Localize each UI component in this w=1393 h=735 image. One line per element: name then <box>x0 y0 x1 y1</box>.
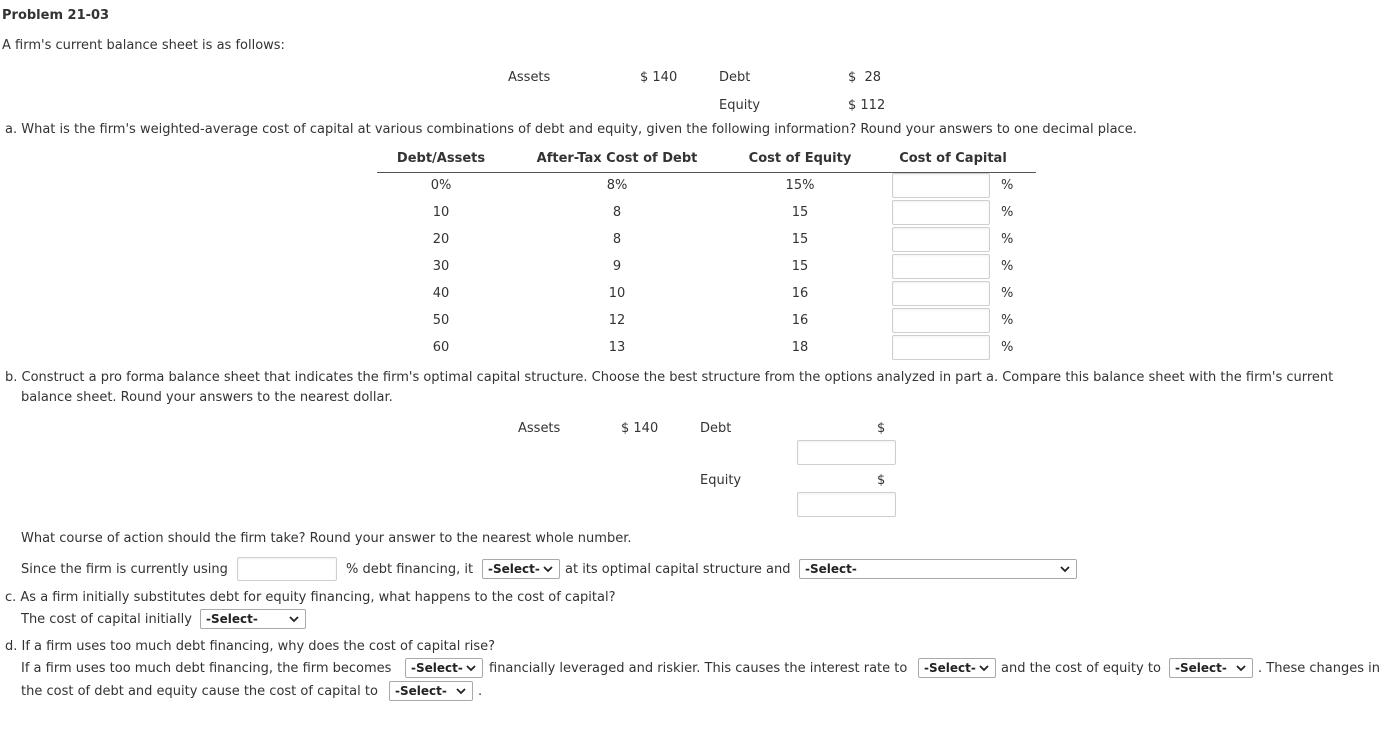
part-c-question: c. As a firm initially substitutes debt for equity financing, what happens to the cost of capital? <box>5 590 616 605</box>
cell-after-tax-cost-debt: 12 <box>608 313 626 328</box>
cell-debt-assets: 60 <box>432 340 450 355</box>
current-equity-label: Equity <box>719 98 761 113</box>
chevron-down-icon <box>543 565 553 573</box>
part-d-line1-a: If a firm uses too much debt financing, the firm becomes <box>21 661 392 676</box>
cost-of-capital-input[interactable] <box>892 281 990 306</box>
part-d-line1-b: financially leveraged and riskier. This causes the interest rate to <box>489 661 908 676</box>
cell-cost-of-equity: 16 <box>791 313 809 328</box>
current-assets-label: Assets <box>508 70 551 85</box>
cost-of-capital-input[interactable] <box>892 335 990 360</box>
cost-capital-initially-select[interactable] <box>200 609 306 629</box>
cell-cost-of-equity: 16 <box>791 286 809 301</box>
chevron-down-icon <box>456 687 466 695</box>
course-of-action-question: What course of action should the firm take? Round your answer to the nearest whole number. <box>21 531 632 546</box>
proforma-equity-label: Equity <box>700 473 742 488</box>
cost-of-capital-input[interactable] <box>892 200 990 225</box>
percent-unit: % <box>1001 205 1014 220</box>
percent-unit: % <box>1001 178 1014 193</box>
percent-unit: % <box>1001 232 1014 247</box>
cell-cost-of-equity: 18 <box>791 340 809 355</box>
cell-after-tax-cost-debt: 10 <box>608 286 626 301</box>
part-a-question: a. What is the firm's weighted-average cost of capital at various combinations of debt and equity, given the following information? Round your answers to one decimal place. <box>5 122 1137 137</box>
leverage-select-value: -Select- <box>411 661 463 675</box>
proforma-equity-input[interactable] <box>797 492 896 517</box>
chevron-down-icon <box>979 664 989 672</box>
cost-capital-rise-select-value: -Select- <box>395 684 447 698</box>
current-equity-value: $ 112 <box>848 98 886 113</box>
cell-debt-assets: 50 <box>432 313 450 328</box>
cell-after-tax-cost-debt: 8% <box>606 178 628 193</box>
proforma-debt-label: Debt <box>700 421 732 436</box>
action-select-value: -Select- <box>805 562 857 576</box>
cell-debt-assets: 40 <box>432 286 450 301</box>
intro-text: A firm's current balance sheet is as follows: <box>2 38 285 53</box>
cell-debt-assets: 10 <box>432 205 450 220</box>
chevron-down-icon <box>1236 664 1246 672</box>
cell-after-tax-cost-debt: 9 <box>612 259 622 274</box>
percent-unit: % <box>1001 340 1014 355</box>
chevron-down-icon <box>1060 565 1070 573</box>
header-after-tax-cost-debt: After-Tax Cost of Debt <box>536 151 698 166</box>
part-d-line1-c: and the cost of equity to <box>1001 661 1161 676</box>
header-cost-of-equity: Cost of Equity <box>748 151 852 166</box>
cell-after-tax-cost-debt: 8 <box>612 232 622 247</box>
cell-after-tax-cost-debt: 13 <box>608 340 626 355</box>
current-assets-value: $ 140 <box>640 70 678 85</box>
part-d-line1-d: . These changes in <box>1258 661 1380 676</box>
percent-unit: % <box>1001 259 1014 274</box>
cell-debt-assets: 30 <box>432 259 450 274</box>
cost-of-capital-input[interactable] <box>892 308 990 333</box>
optimal-structure-select-value: -Select- <box>488 562 540 576</box>
current-debt-percent-input[interactable] <box>237 557 337 581</box>
percent-unit: % <box>1001 286 1014 301</box>
part-c-prefix: The cost of capital initially <box>21 612 192 627</box>
cell-after-tax-cost-debt: 8 <box>612 205 622 220</box>
problem-title: Problem 21-03 <box>2 8 110 23</box>
proforma-debt-currency: $ <box>877 421 886 436</box>
header-cost-of-capital: Cost of Capital <box>899 151 1007 166</box>
interest-rate-select-value: -Select- <box>924 661 976 675</box>
part-b-question-line1: b. Construct a pro forma balance sheet that indicates the firm's optimal capital structure. Choose the best structure from the options analyzed in part a. Compare this balance sheet with the firm's current <box>5 370 1334 385</box>
cost-equity-select-value: -Select- <box>1175 661 1227 675</box>
cost-of-capital-input[interactable] <box>892 227 990 252</box>
proforma-assets-label: Assets <box>518 421 561 436</box>
cost-capital-initially-select-value: -Select- <box>206 612 258 626</box>
interest-rate-select[interactable] <box>918 658 996 678</box>
cell-cost-of-equity: 15 <box>791 205 809 220</box>
header-debt-assets: Debt/Assets <box>396 151 486 166</box>
part-d-line2-b: . <box>478 684 483 699</box>
leverage-select[interactable] <box>405 658 483 678</box>
current-debt-value: $ 28 <box>848 70 882 85</box>
proforma-equity-currency: $ <box>877 473 886 488</box>
chevron-down-icon <box>289 615 299 623</box>
cell-debt-assets: 20 <box>432 232 450 247</box>
cell-cost-of-equity: 15% <box>785 178 815 193</box>
optimal-structure-select[interactable] <box>482 559 560 579</box>
cell-debt-assets: 0% <box>430 178 452 193</box>
cell-cost-of-equity: 15 <box>791 232 809 247</box>
action-select[interactable] <box>799 559 1077 579</box>
cell-cost-of-equity: 15 <box>791 259 809 274</box>
part-d-question: d. If a firm uses too much debt financing, why does the cost of capital rise? <box>5 639 496 654</box>
cost-capital-rise-select[interactable] <box>389 681 473 701</box>
percent-unit: % <box>1001 313 1014 328</box>
part-d-line2-a: the cost of debt and equity cause the cost of capital to <box>21 684 378 699</box>
chevron-down-icon <box>466 664 476 672</box>
proforma-assets-value: $ 140 <box>621 421 659 436</box>
since-prefix: Since the firm is currently using <box>21 562 228 577</box>
proforma-debt-input[interactable] <box>797 440 896 465</box>
part-b-question-line2: balance sheet. Round your answers to the nearest dollar. <box>21 390 393 405</box>
cost-of-capital-input[interactable] <box>892 254 990 279</box>
current-debt-label: Debt <box>719 70 751 85</box>
cost-of-capital-input[interactable] <box>892 173 990 198</box>
since-middle: % debt financing, it <box>346 562 474 577</box>
since-after: at its optimal capital structure and <box>565 562 791 577</box>
cost-equity-select[interactable] <box>1169 658 1253 678</box>
